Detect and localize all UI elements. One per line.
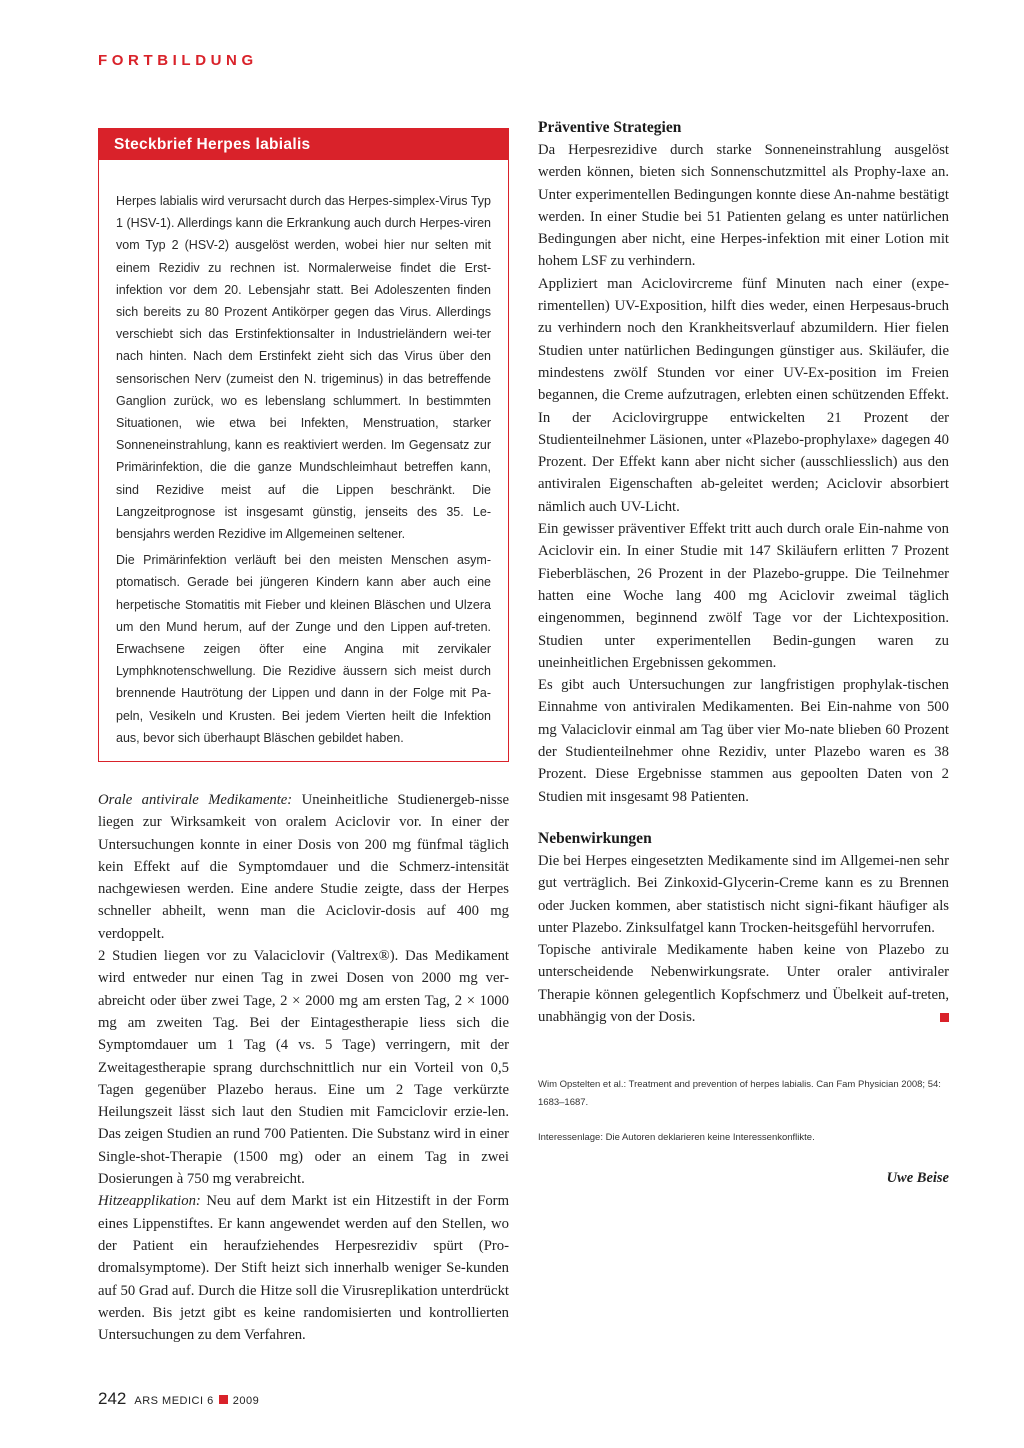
square-icon	[219, 1395, 228, 1404]
info-box	[98, 128, 509, 762]
heading-preventive-strategies: Präventive Strategien	[538, 119, 682, 136]
heading-side-effects: Nebenwirkungen	[538, 829, 652, 847]
author-name: Uwe Beise	[886, 1170, 949, 1186]
reference-citation: Wim Opstelten et al.: Treatment and prevention of herpes labialis. Can Fam Physician 2008; 54: 1683–1687.	[538, 1079, 941, 1108]
end-square-icon	[940, 1013, 949, 1022]
right-column	[538, 117, 949, 1028]
info-box-paragraph: Die Primärinfektion verläuft bei den meisten Menschen asym-ptomatisch. Gerade bei jüngeren Kindern kann aber auch eine herpetische Stomatitis mit Fieber und kleinen Bläschen und Ulzera um den Mund herum, auf der Zunge und den Lippen auf-treten. Erwachsene zeigen öfter eine Angina mit zervikaler Lymphknotenschwellung. Die Rezidive äussern sich meist durch brennende Hautrötung der Lippen und dann in der Folge mit Pa-peln, Vesikeln und Krusten. Bei jedem Vierten heilt die Infektion aus, bevor sich überhaupt Bläschen gebildet haben.	[116, 553, 491, 745]
section-label: FORTBILDUNG	[98, 52, 258, 69]
journal-name: ARS MEDICI 6	[134, 1395, 214, 1407]
info-box-paragraph: Herpes labialis wird verursacht durch das Herpes-simplex-Virus Typ 1 (HSV-1). Allerdings kann die Erkrankung auch durch Herpes-viren vom Typ 2 (HSV-2) ausgelöst werden, wobei hier nur selten mit einem Rezidiv zu rechnen ist. Normalerweise findet die Erst-infektion vor dem 20. Lebensjahr statt. Bei Adoleszenten finden sich bereits zu 80 Prozent Antikörper gegen das Virus. Allerdings verschiebt sich das Erstinfektionsalter in Industrieländern wei-ter nach hinten. Nach dem Erstinfekt zieht sich das Virus über den sensorischen Nerv (zumeist den N. trigeminus) in das betreffende Ganglion zurück, wo es lebenslang schlummert. In bestimmten Situationen, wie etwa bei Infekten, Menstruation, starker Sonneneinstrahlung, kann es reaktiviert werden. Im Gegensatz zur Primärinfektion, die die ganze Mundschleimhaut betreffen kann, sind Rezidive meist auf die Lippen beschränkt. Die Langzeitprognose ist insgesamt günstig, jenseits des 35. Le-bensjahrs werden Rezidive im Allgemeinen seltener.	[116, 194, 491, 542]
paragraph-lead: Orale antivirale Medikamente:	[98, 792, 293, 808]
paragraph-text: Uneinheitliche Studienergeb-nisse liegen zur Wirksamkeit von oralem Aciclovir vor. In einer der Untersuchungen konnte in einer Dosis von 200 mg fünfmal täglich kein Effekt auf die Symptomdauer und die Schmerz-intensität nachgewiesen werden. Eine andere Studie zeigte, dass der Herpes schneller abheilt, wenn man die Aciclovir-dosis auf 400 mg verdoppelt.	[98, 792, 509, 942]
paragraph-text: Topische antivirale Medikamente haben keine von Plazebo zu unterscheidende Nebenwirkungsrate. Unter oraler antiviraler Therapie können gelegentlich Kopfschmerz und Übelkeit auf-treten, unabhängig von der Dosis.	[538, 942, 949, 1025]
paragraph-lead: Hitzeapplikation:	[98, 1193, 201, 1210]
page-number: 242	[98, 1389, 127, 1408]
paragraph	[538, 939, 949, 1028]
paragraph: Es gibt auch Untersuchungen zur langfristigen prophylak-tischen Einnahme von antiviralen Medikamenten. Bei Ein-nahme von 500 mg Valaciclovir einmal am Tag über vier Mo-nate blieben 60 Prozent der Studienteilnehmer ohne Rezidiv, unter Plazebo waren es 38 Prozent. Diese Ergebnisse stammen aus gepoolten Daten von 2 Studien mit insgesamt 98 Patienten.	[538, 677, 949, 805]
paragraph-oral-antivirals	[98, 789, 509, 945]
paragraph: Appliziert man Aciclovircreme fünf Minuten nach einer (expe-rimentellen) UV-Exposition, hilft dies weder, einen Herpesaus-bruch zu verhindern noch den Krankheitsverlauf abzumildern. Hier fielen Studien unter natürlichen Bedingungen günstiger aus. Skiläufer, die mindestens zwölf Stunden vor einer UV-Ex-position im Freien begannen, die Creme aufzutragen, erlebten einen schützenden Effekt. In der Aciclovirgruppe entwickelten 21 Prozent der Studienteilnehmer Läsionen, unter «Plazebo-prophylaxe» dagegen 40 Prozent. Der Effekt kann aber nicht sicher (ausschliesslich) aus den antiviralen Eigenschaften ab-geleitet werden; Aciclovir absorbiert nämlich auch UV-Licht.	[538, 275, 949, 515]
left-column	[98, 789, 509, 1346]
journal-year: 2009	[232, 1395, 260, 1407]
paragraph-heat-application	[98, 1190, 509, 1346]
paragraph: Da Herpesrezidive durch starke Sonneneinstrahlung ausgelöst werden können, bieten sich Sonnenschutzmittel als Prophy-laxe an. Unter experimentellen Bedingungen konnte diese An-nahme bestätigt werden. In einer Studie bei 51 Patienten gelang es unter natürlichen Bedingungen aber nicht, eine Herpes-infektion mit einer Lotion mit hohem LSF zu verhindern.	[538, 142, 949, 270]
page-footer	[98, 1389, 259, 1409]
paragraph-text: Neu auf dem Markt ist ein Hitzestift in der Form eines Lippenstiftes. Er kann angewendet werden auf den Stellen, wo der Patient ein heraufziehendes Herpesrezidiv spürt (Pro-dromalsymptome). Der Stift heizt sich innerhalb weniger Se-kunden auf 50 Grad auf. Durch die Hitze soll die Virusreplikation unterdrückt werden. Bis jetzt gibt es keine randomisierten und kontrollierten Untersuchungen zu dem Verfahren.	[98, 1193, 509, 1344]
info-box-body	[99, 160, 508, 749]
paragraph: Die bei Herpes eingesetzten Medikamente sind im Allgemei-nen sehr gut verträglich. Bei Zinkoxid-Glycerin-Creme kann es zu Brennen oder Jucken kommen, aber statistisch nicht signi-fikant häufiger als unter Plazebo. Zinksulfatgel kann Trocken-heitsgefühl hervorrufen.	[538, 852, 949, 936]
paragraph: Ein gewisser präventiver Effekt tritt auch durch orale Ein-nahme von Aciclovir ein. In einer Studie mit 147 Skiläufern erlitten 7 Prozent Fieberbläschen, 26 Prozent in der Plazebo-gruppe. Die Teilnehmer hatten eine Woche lang 400 mg Aciclovir zweimal täglich eingenommen, beginnend zwölf Tage vor der Lichtexposition. Studien unter experimentellen Bedin-gungen waren zu uneinheitlichen Ergebnissen gekommen.	[538, 521, 949, 671]
info-box-title: Steckbrief Herpes labialis	[99, 129, 508, 160]
conflict-statement: Interessenlage: Die Autoren deklarieren keine Interessenkonflikte.	[538, 1132, 815, 1143]
paragraph-valaciclovir: 2 Studien liegen vor zu Valaciclovir (Valtrex®). Das Medikament wird entweder nur einen Tag in zwei Dosen von 2000 mg ver-abreicht oder über zwei Tage, 2 × 2000 mg am ersten Tag, 2 × 1000 mg am zweiten Tag. Bei der Eintagestherapie liess sich die Symptomdauer um 1 Tag (4 vs. 5 Tage) verringern, mit der Zweitagestherapie sprang durchschnittlich nur ein Vorteil von 0,5 Tagen gegenüber Plazebo heraus. Eine um 2 Tage verkürzte Heilungszeit lässt sich laut den Studien mit Famciclovir erzie-len. Das zeigen Studien an rund 700 Patienten. Die Substanz wird in einer Single-shot-Therapie (1500 mg) oder an einem Tag in zwei Dosierungen à 750 mg verabreicht.	[98, 948, 509, 1188]
